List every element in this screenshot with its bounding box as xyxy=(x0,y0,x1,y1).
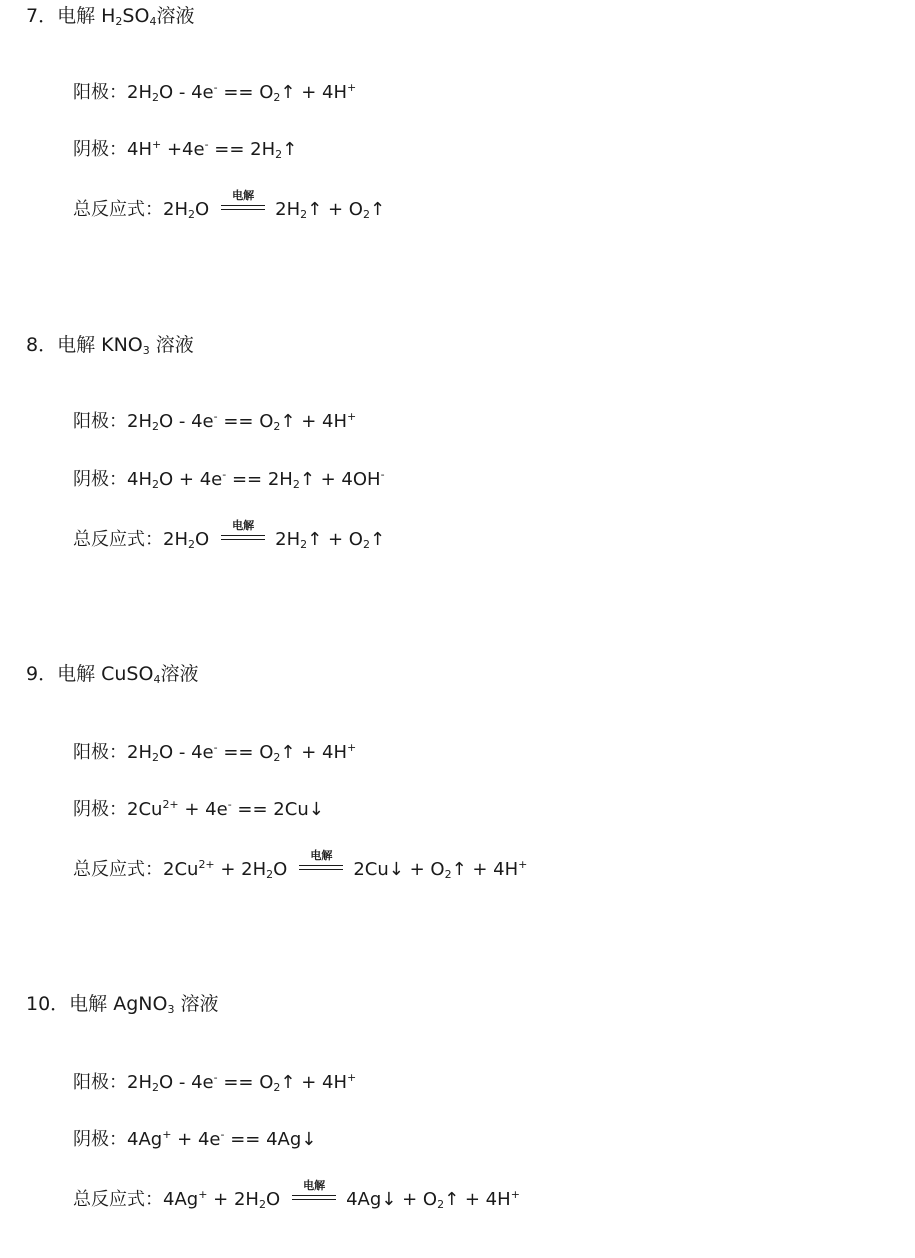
formula-text: ↑ + 4H xyxy=(280,1072,348,1093)
electrolysis-condition-arrow xyxy=(299,849,343,877)
formula-text: 阴极：4H xyxy=(73,469,152,490)
subscript: 2 xyxy=(444,868,452,881)
formula-text: O - 4e xyxy=(159,742,214,763)
subscript: 3 xyxy=(142,344,150,357)
formula-text: 溶液 xyxy=(174,993,219,1015)
formula-text: ↑ xyxy=(369,529,386,550)
formula-text: == 2H xyxy=(208,139,276,160)
formula-text: O + 4e xyxy=(159,469,223,490)
subscript: 2 xyxy=(152,751,159,764)
formula-text: ↑ + 4H xyxy=(280,82,348,103)
superscript: + xyxy=(510,1188,520,1201)
formula-text: ↑ + 4OH xyxy=(299,469,381,490)
subscript: 3 xyxy=(167,1003,175,1016)
subscript: 2 xyxy=(115,15,123,28)
subscript: 2 xyxy=(300,208,308,221)
equals-bar-bottom xyxy=(292,1199,336,1200)
formula-text: O - 4e xyxy=(159,82,214,103)
equals-bar-top xyxy=(292,1195,336,1196)
anode-equation-8 xyxy=(73,410,356,434)
formula-text: 阳极：2H xyxy=(73,411,152,432)
formula-text: O xyxy=(195,529,210,550)
formula-text: +4e xyxy=(161,139,205,160)
formula-text: == O xyxy=(217,411,274,432)
cathode-equation-10 xyxy=(73,1128,316,1152)
formula-text: 溶液 xyxy=(160,663,199,685)
subscript: 2 xyxy=(266,868,274,881)
formula-text: O xyxy=(265,1189,281,1210)
subscript: 2 xyxy=(152,478,159,491)
formula-text: 2Cu↓ + O xyxy=(353,859,445,880)
formula-text: ↑ + 4H xyxy=(280,411,348,432)
superscript: 2+ xyxy=(162,798,179,811)
equals-bar-bottom xyxy=(221,539,265,540)
formula-text: 2H xyxy=(275,199,301,220)
equals-bar-bottom xyxy=(221,209,265,210)
subscript: 2 xyxy=(258,1198,266,1211)
formula-text: 总反应式：2H xyxy=(73,199,188,220)
superscript: + xyxy=(198,1188,208,1201)
formula-text: + 2H xyxy=(207,1189,259,1210)
electrolysis-condition-label: 电解 xyxy=(303,1179,326,1192)
superscript: + xyxy=(347,1071,357,1084)
subscript: 2 xyxy=(292,478,300,491)
electrolysis-condition-arrow xyxy=(221,189,265,217)
formula-text: SO xyxy=(122,5,150,27)
formula-text: + 4e xyxy=(178,799,228,820)
formula-text: 阴极：4H xyxy=(73,139,152,160)
formula-text: + 2H xyxy=(214,859,267,880)
anode-equation-7 xyxy=(73,81,356,105)
superscript: + xyxy=(162,1128,172,1141)
subscript: 2 xyxy=(152,91,159,104)
subscript: 2 xyxy=(273,751,281,764)
section-title-7 xyxy=(26,4,194,28)
superscript: - xyxy=(220,1128,225,1141)
cathode-equation-8 xyxy=(73,468,385,492)
anode-equation-9 xyxy=(73,741,356,765)
electrolysis-condition-label: 电解 xyxy=(232,189,255,202)
formula-text: == O xyxy=(217,742,274,763)
electrolysis-condition-arrow xyxy=(221,519,265,547)
formula-text: 2H xyxy=(275,529,301,550)
superscript: - xyxy=(213,1071,218,1084)
formula-text: 总反应式：2H xyxy=(73,529,188,550)
formula-text: ↑ xyxy=(369,199,386,220)
formula-text: 7．电解 H xyxy=(26,5,116,27)
overall-equation-9 xyxy=(73,849,528,882)
superscript: + xyxy=(347,741,357,754)
formula-text: O xyxy=(195,199,210,220)
formula-text: 阴极：2Cu xyxy=(73,799,163,820)
superscript: - xyxy=(380,468,385,481)
section-title-8 xyxy=(26,333,194,357)
formula-text: ↑ xyxy=(282,139,298,160)
overall-equation-10 xyxy=(73,1179,520,1212)
subscript: 2 xyxy=(273,91,281,104)
subscript: 2 xyxy=(362,538,370,551)
formula-text: 溶液 xyxy=(149,334,194,356)
formula-text: == 2Cu↓ xyxy=(231,799,324,820)
subscript: 2 xyxy=(152,1081,159,1094)
formula-text: 阴极：4Ag xyxy=(73,1129,163,1150)
formula-text: 总反应式：4Ag xyxy=(73,1189,199,1210)
superscript: + xyxy=(518,858,528,871)
formula-text: == 4Ag↓ xyxy=(224,1129,317,1150)
section-title-10 xyxy=(26,992,219,1016)
formula-text: O - 4e xyxy=(159,411,214,432)
superscript: - xyxy=(213,81,218,94)
formula-text: O - 4e xyxy=(159,1072,214,1093)
subscript: 2 xyxy=(275,148,283,161)
anode-equation-10 xyxy=(73,1071,356,1095)
subscript: 2 xyxy=(437,1198,445,1211)
subscript: 4 xyxy=(149,15,157,28)
overall-equation-8 xyxy=(73,519,386,552)
cathode-equation-7 xyxy=(73,138,297,162)
subscript: 2 xyxy=(273,420,281,433)
formula-text: ↑ + 4H xyxy=(451,859,519,880)
formula-text: == O xyxy=(217,1072,274,1093)
cathode-equation-9 xyxy=(73,798,324,822)
equals-bar-bottom xyxy=(299,869,343,870)
subscript: 2 xyxy=(152,420,159,433)
superscript: 2+ xyxy=(198,858,215,871)
formula-text: ↑ + 4H xyxy=(280,742,348,763)
formula-text: 总反应式：2Cu xyxy=(73,859,199,880)
formula-text: 溶液 xyxy=(156,5,195,27)
formula-text: ↑ + 4H xyxy=(444,1189,511,1210)
subscript: 2 xyxy=(188,208,195,221)
formula-text: == O xyxy=(217,82,274,103)
formula-text: 8．电解 KNO xyxy=(26,334,143,356)
formula-text: == 2H xyxy=(226,469,293,490)
equals-bar-top xyxy=(221,535,265,536)
superscript: - xyxy=(222,468,227,481)
equals-bar-top xyxy=(299,865,343,866)
superscript: - xyxy=(227,798,232,811)
superscript: - xyxy=(213,410,218,423)
formula-text: 阳极：2H xyxy=(73,82,152,103)
formula-text: 阳极：2H xyxy=(73,742,152,763)
subscript: 4 xyxy=(153,673,161,686)
overall-equation-7 xyxy=(73,189,386,222)
superscript: + xyxy=(347,410,357,423)
electrolysis-condition-label: 电解 xyxy=(232,519,255,532)
formula-text: 阳极：2H xyxy=(73,1072,152,1093)
section-title-9 xyxy=(26,662,198,686)
electrolysis-condition-arrow xyxy=(292,1179,336,1207)
equals-bar-top xyxy=(221,205,265,206)
superscript: - xyxy=(213,741,218,754)
subscript: 2 xyxy=(273,1081,281,1094)
formula-text: O xyxy=(273,859,288,880)
formula-text: ↑ + O xyxy=(307,529,363,550)
superscript: + xyxy=(347,81,357,94)
subscript: 2 xyxy=(362,208,370,221)
superscript: - xyxy=(204,138,209,151)
subscript: 2 xyxy=(300,538,308,551)
electrolysis-condition-label: 电解 xyxy=(310,849,333,862)
formula-text: ↑ + O xyxy=(307,199,363,220)
subscript: 2 xyxy=(188,538,195,551)
formula-text: 4Ag↓ + O xyxy=(346,1189,438,1210)
formula-text: 9．电解 CuSO xyxy=(26,663,154,685)
superscript: + xyxy=(152,138,162,151)
formula-text: 10．电解 AgNO xyxy=(26,993,168,1015)
formula-text: + 4e xyxy=(171,1129,221,1150)
